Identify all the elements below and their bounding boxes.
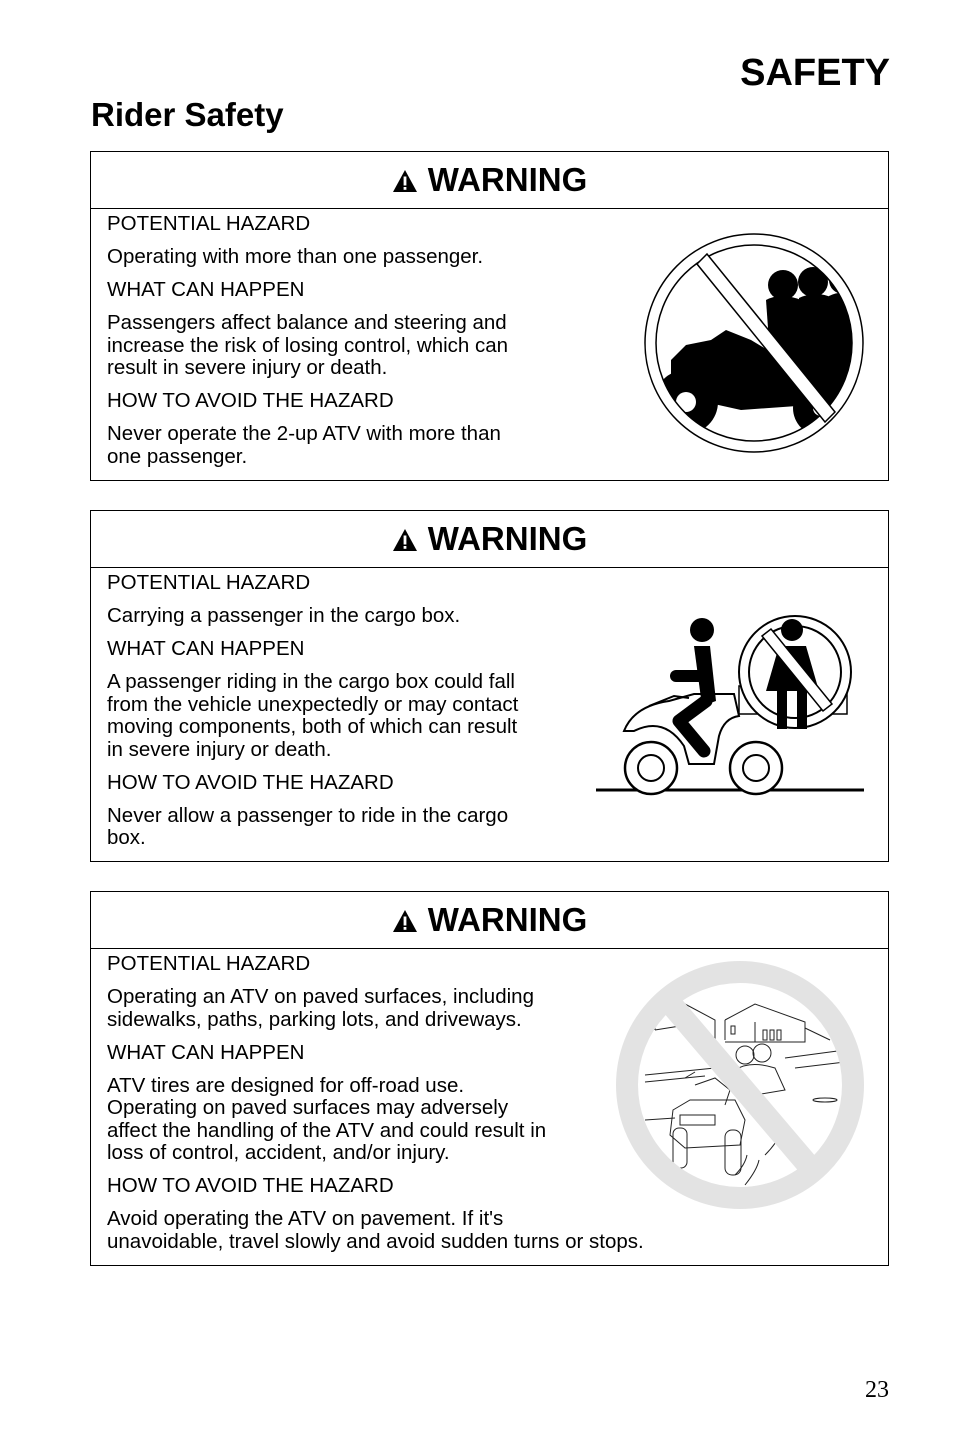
text-line: ATV tires are designed for off-road use. xyxy=(107,1073,465,1097)
potential-hazard-label: POTENTIAL HAZARD xyxy=(107,952,311,975)
text-line: Passengers affect balance and steering and xyxy=(107,311,507,334)
warning-title: WARNING xyxy=(427,901,588,938)
text-line: Operating on paved surfaces may adversely xyxy=(107,1096,509,1119)
potential-hazard-text: Operating with more than one passenger. xyxy=(107,245,484,268)
warning-header xyxy=(91,511,888,568)
what-can-happen-label: WHAT CAN HAPPEN xyxy=(107,278,305,301)
text-line: from the vehicle unexpectedly or may contact xyxy=(107,692,519,716)
warning-triangle-icon xyxy=(392,528,418,552)
warning-title: WARNING xyxy=(427,161,588,198)
warning-box-multiple-passengers xyxy=(90,151,889,481)
warning-title: WARNING xyxy=(427,520,588,557)
potential-hazard-label: POTENTIAL HAZARD xyxy=(107,212,311,235)
text-line: Never operate the 2-up ATV with more than xyxy=(107,422,501,445)
how-to-avoid-text xyxy=(107,1208,888,1253)
text-line: A passenger riding in the cargo box could fall xyxy=(107,670,515,693)
warning-header xyxy=(91,892,888,949)
no-pavement-riding-illustration xyxy=(615,960,865,1210)
warning-triangle-icon xyxy=(392,909,418,933)
no-multiple-passengers-illustration xyxy=(641,230,867,456)
text-line: unavoidable, travel slowly and avoid sudden turns or stops. xyxy=(107,1229,644,1253)
text-line: loss of control, accident, and/or injury. xyxy=(107,1141,450,1164)
text-line: Avoid operating the ATV on pavement. If it's xyxy=(107,1207,504,1230)
text-line: Operating an ATV on paved surfaces, including xyxy=(107,985,534,1008)
text-line: one passenger. xyxy=(107,444,248,468)
no-cargo-box-passenger-illustration xyxy=(594,606,870,796)
potential-hazard-label: POTENTIAL HAZARD xyxy=(107,571,311,594)
warning-box-cargo-passenger xyxy=(90,510,889,862)
text-line: Never allow a passenger to ride in the cargo xyxy=(107,803,509,827)
text-line: box. xyxy=(107,826,146,849)
text-line: increase the risk of losing control, which can xyxy=(107,333,509,357)
text-line: affect the handling of the ATV and could result in xyxy=(107,1118,547,1142)
warning-header xyxy=(91,152,888,209)
page-number: 23 xyxy=(865,1377,889,1403)
warning-box-paved-surfaces xyxy=(90,891,889,1266)
what-can-happen-label: WHAT CAN HAPPEN xyxy=(107,1040,305,1064)
how-to-avoid-label: HOW TO AVOID THE HAZARD xyxy=(107,770,394,794)
text-line: sidewalks, paths, parking lots, and driveways. xyxy=(107,1007,522,1031)
text-line: in severe injury or death. xyxy=(107,737,332,761)
section-title: SAFETY xyxy=(740,52,890,94)
page-subtitle: Rider Safety xyxy=(91,96,284,133)
how-to-avoid-label: HOW TO AVOID THE HAZARD xyxy=(107,1174,394,1197)
warning-triangle-icon xyxy=(392,169,418,193)
text-line: moving components, both of which can result xyxy=(107,715,518,738)
potential-hazard-text: Carrying a passenger in the cargo box. xyxy=(107,604,461,627)
how-to-avoid-label: HOW TO AVOID THE HAZARD xyxy=(107,389,394,412)
what-can-happen-label: WHAT CAN HAPPEN xyxy=(107,637,305,660)
how-to-avoid-text xyxy=(107,805,888,850)
text-line: result in severe injury or death. xyxy=(107,356,388,379)
